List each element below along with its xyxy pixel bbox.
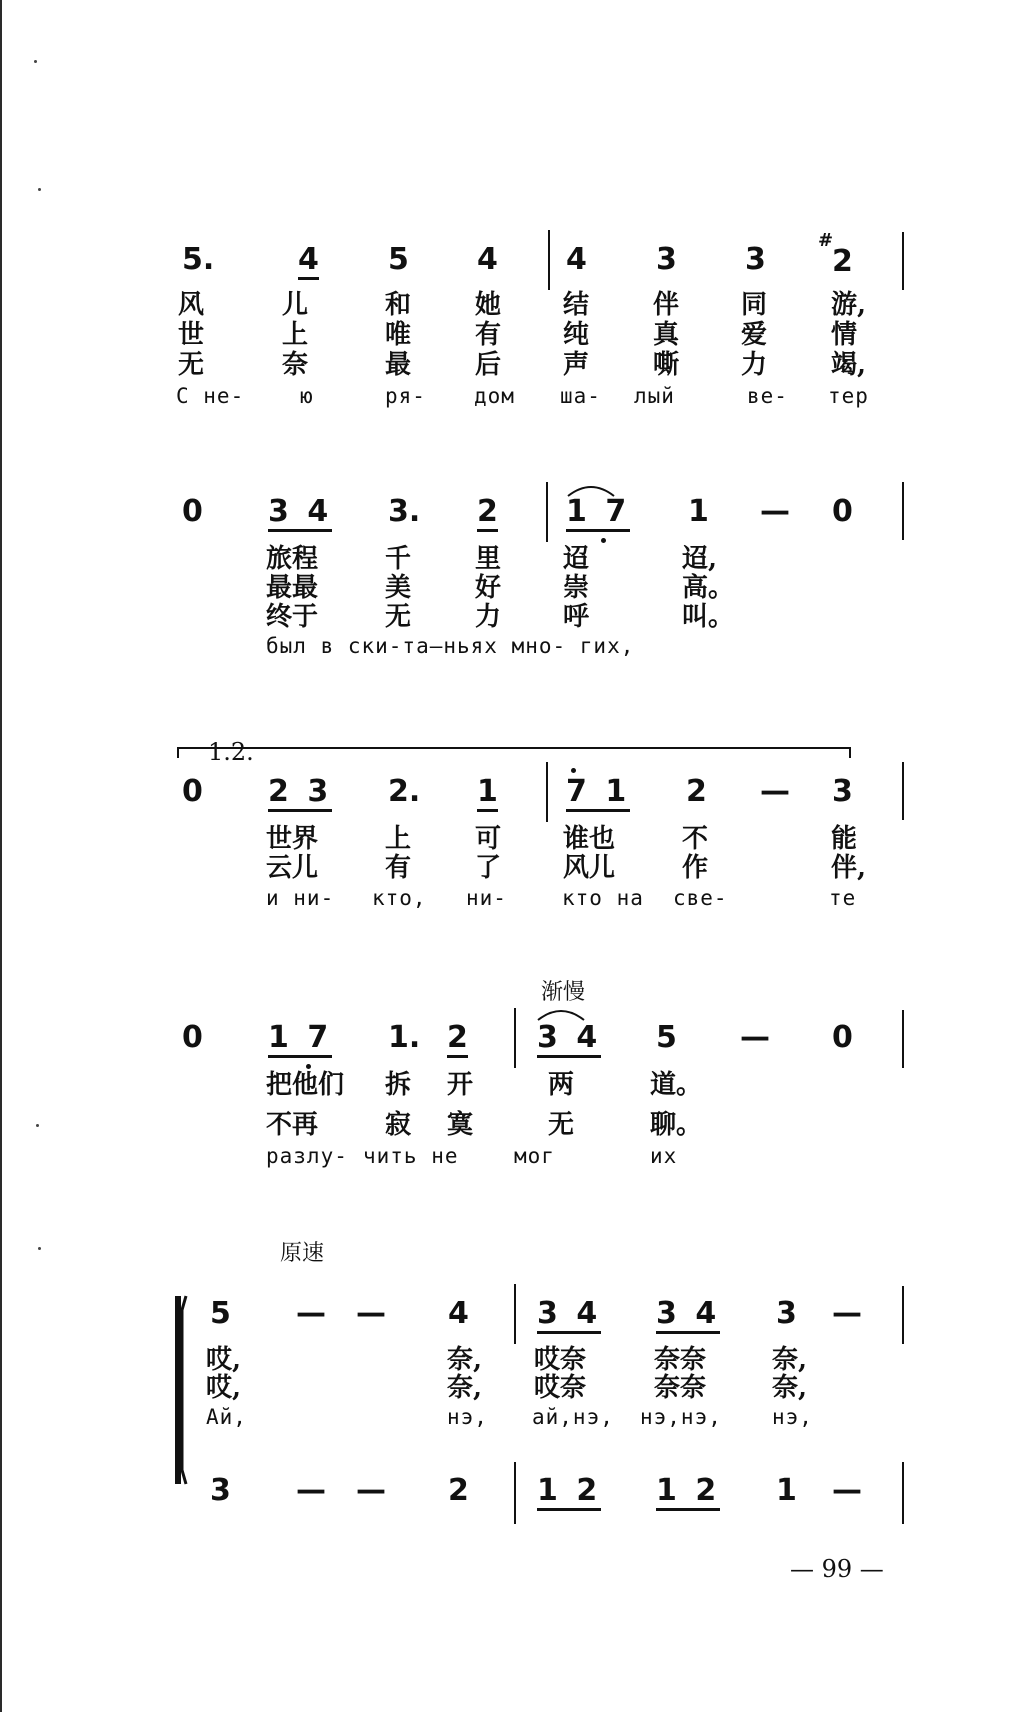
note: 1 — [776, 1473, 797, 1508]
russian-lyric: чить не — [363, 1144, 459, 1168]
lyric: 高。 — [682, 573, 735, 603]
lyric: 后 — [475, 350, 502, 380]
lyric: 云儿 — [266, 853, 319, 883]
russian-lyric: ря- — [385, 384, 426, 408]
dash: — — [760, 774, 790, 809]
russian-lyric: ю — [300, 384, 314, 408]
note-pair: 7 1 — [566, 777, 630, 812]
lyric: 好 — [475, 573, 502, 603]
lyric: 奈, — [772, 1345, 808, 1375]
lyric: 千 — [385, 544, 412, 574]
russian-lyric: ай,нэ, — [532, 1405, 614, 1429]
dash: — — [832, 1473, 862, 1508]
note: 3 — [745, 242, 766, 277]
tempo-a-tempo: 原速 — [280, 1241, 325, 1266]
russian-lyric: кто на — [562, 886, 644, 910]
note-pair: 2 3 — [268, 777, 332, 812]
lyric: 结 — [563, 290, 590, 320]
russian-lyric: ве- — [747, 384, 788, 408]
lyric: 奈奈 — [654, 1345, 707, 1375]
lyric: 纯 — [563, 320, 590, 350]
lyric: 开 — [447, 1070, 474, 1100]
russian-lyric: нэ, — [772, 1405, 813, 1429]
lyric: 声 — [563, 350, 590, 380]
lyric: 同 — [741, 290, 768, 320]
lyric: 真 — [653, 320, 680, 350]
lyric: 迢 — [563, 544, 590, 574]
russian-lyric: лый — [634, 384, 675, 408]
dash: — — [740, 1020, 770, 1055]
lyric: 叫。 — [682, 602, 735, 632]
sharp-sign: # — [818, 230, 834, 251]
note: 2 — [477, 497, 498, 532]
lyric: 情 — [831, 320, 858, 350]
lyric: 旅程 — [266, 544, 319, 574]
slur — [568, 487, 614, 496]
lyric: 有 — [475, 320, 502, 350]
lyric: 爱 — [741, 320, 768, 350]
lyric: 能 — [831, 824, 858, 854]
page-number: — 99 — — [790, 1555, 884, 1583]
note-pair: 1 2 — [656, 1476, 720, 1511]
note: 4 — [448, 1296, 469, 1331]
lyric: 寞 — [447, 1110, 474, 1140]
lyric: 谁也 — [563, 824, 616, 854]
russian-lyric: Ай, — [206, 1405, 247, 1429]
russian-lyric: мог — [514, 1144, 555, 1168]
note: 2 — [447, 1023, 468, 1058]
lyric: 把他们 — [266, 1070, 345, 1100]
note: 2 — [686, 774, 707, 809]
lyric: 两 — [548, 1070, 575, 1100]
note: 2 — [448, 1473, 469, 1508]
note: 1 — [477, 777, 498, 812]
tempo-rit: 渐慢 — [541, 980, 586, 1005]
russian-lyric: разлу- — [266, 1144, 348, 1168]
lyric: 竭, — [831, 350, 867, 380]
volta-bracket — [178, 748, 850, 758]
note: 4 — [477, 242, 498, 277]
note: 3 — [210, 1473, 231, 1508]
lyric: 拆 — [385, 1070, 412, 1100]
note: 0 — [182, 494, 203, 529]
note: 0 — [182, 1020, 203, 1055]
note-pair: 3 4 — [537, 1023, 601, 1058]
note: 0 — [832, 494, 853, 529]
system-brace — [182, 1296, 186, 1484]
lyric: 哎, — [206, 1345, 242, 1375]
lyric: 伴, — [831, 853, 867, 883]
note: 3 — [776, 1296, 797, 1331]
lyric: 奈 — [282, 350, 309, 380]
lyric: 里 — [475, 544, 502, 574]
lyric: 和 — [385, 290, 412, 320]
lyric: 奈, — [772, 1373, 808, 1403]
lyric: 上 — [385, 824, 412, 854]
lyric: 可 — [475, 824, 502, 854]
russian-lyric: С не- — [176, 384, 245, 408]
russian-lyric: све- — [673, 886, 728, 910]
russian-lyric: те — [829, 886, 857, 910]
lyric: 终于 — [266, 602, 319, 632]
lyric: 风 — [178, 290, 205, 320]
note: 2. — [388, 774, 421, 809]
dash: — — [356, 1296, 386, 1331]
note: 1. — [388, 1020, 421, 1055]
note: 3 — [832, 774, 853, 809]
dash: — — [296, 1473, 326, 1508]
note-pair: 1 7 — [566, 497, 630, 532]
lyric: 她 — [475, 290, 502, 320]
russian-lyric: дом — [474, 384, 515, 408]
lyric: 力 — [741, 350, 768, 380]
slur — [538, 1011, 584, 1020]
note: 5. — [182, 242, 215, 277]
note: 5 — [388, 242, 409, 277]
lyric: 了 — [475, 853, 502, 883]
note-pair: 3 4 — [537, 1299, 601, 1334]
note: 5 — [656, 1020, 677, 1055]
lyric: 奈, — [447, 1345, 483, 1375]
russian-lyric: был в ски-та—ньях мно- гих, — [266, 634, 635, 658]
lyric: 世界 — [266, 824, 319, 854]
lyric: 最 — [385, 350, 412, 380]
note: 0 — [832, 1020, 853, 1055]
lyric: 哎奈 — [534, 1345, 587, 1375]
lyric: 道。 — [650, 1070, 703, 1100]
note: 0 — [182, 774, 203, 809]
note-pair: 3 4 — [656, 1299, 720, 1334]
lyric: 上 — [282, 320, 309, 350]
lyric: 呼 — [563, 602, 590, 632]
lyric: 最最 — [266, 573, 319, 603]
lyric: 不再 — [266, 1110, 319, 1140]
lyric: 儿 — [282, 290, 309, 320]
note: 1 — [688, 494, 709, 529]
lyric: 无 — [385, 602, 412, 632]
lyric: 哎奈 — [534, 1373, 587, 1403]
russian-lyric: тер — [828, 384, 869, 408]
lyric: 聊。 — [650, 1110, 703, 1140]
lyric: 美 — [385, 573, 412, 603]
lyric: 嘶 — [653, 350, 680, 380]
note: 4 — [298, 245, 319, 280]
lyric: 世 — [178, 320, 205, 350]
note: 3. — [388, 494, 421, 529]
russian-lyric: их — [650, 1144, 678, 1168]
note: 4 — [566, 242, 587, 277]
lyric: 奈奈 — [654, 1373, 707, 1403]
lyric: 力 — [475, 602, 502, 632]
lyric: 有 — [385, 853, 412, 883]
lyric: 唯 — [385, 320, 412, 350]
russian-lyric: ша- — [560, 384, 601, 408]
dash: — — [356, 1473, 386, 1508]
lyric: 伴 — [653, 290, 680, 320]
lyric: 不 — [682, 824, 709, 854]
russian-lyric: и ни- — [266, 886, 335, 910]
russian-lyric: нэ, — [447, 1405, 488, 1429]
dash: — — [760, 494, 790, 529]
lyric: 哎, — [206, 1373, 242, 1403]
russian-lyric: нэ,нэ, — [640, 1405, 722, 1429]
note: 5 — [210, 1296, 231, 1331]
volta-label: 1.2. — [204, 738, 258, 766]
lyric: 无 — [178, 350, 205, 380]
lyric: 寂 — [385, 1110, 412, 1140]
lyric: 崇 — [563, 573, 590, 603]
lyric: 无 — [548, 1110, 575, 1140]
dash: — — [296, 1296, 326, 1331]
dash: — — [832, 1296, 862, 1331]
note-pair: 3 4 — [268, 497, 332, 532]
lyric: 迢, — [682, 544, 718, 574]
lyric: 作 — [682, 853, 709, 883]
russian-lyric: ни- — [466, 886, 507, 910]
note: 3 — [656, 242, 677, 277]
russian-lyric: кто, — [372, 886, 427, 910]
note-pair: 1 2 — [537, 1476, 601, 1511]
note-pair: 1 7 — [268, 1023, 332, 1058]
note: 2 — [832, 244, 853, 279]
lyric: 风儿 — [563, 853, 616, 883]
lyric: 奈, — [447, 1373, 483, 1403]
lyric: 游, — [831, 290, 867, 320]
